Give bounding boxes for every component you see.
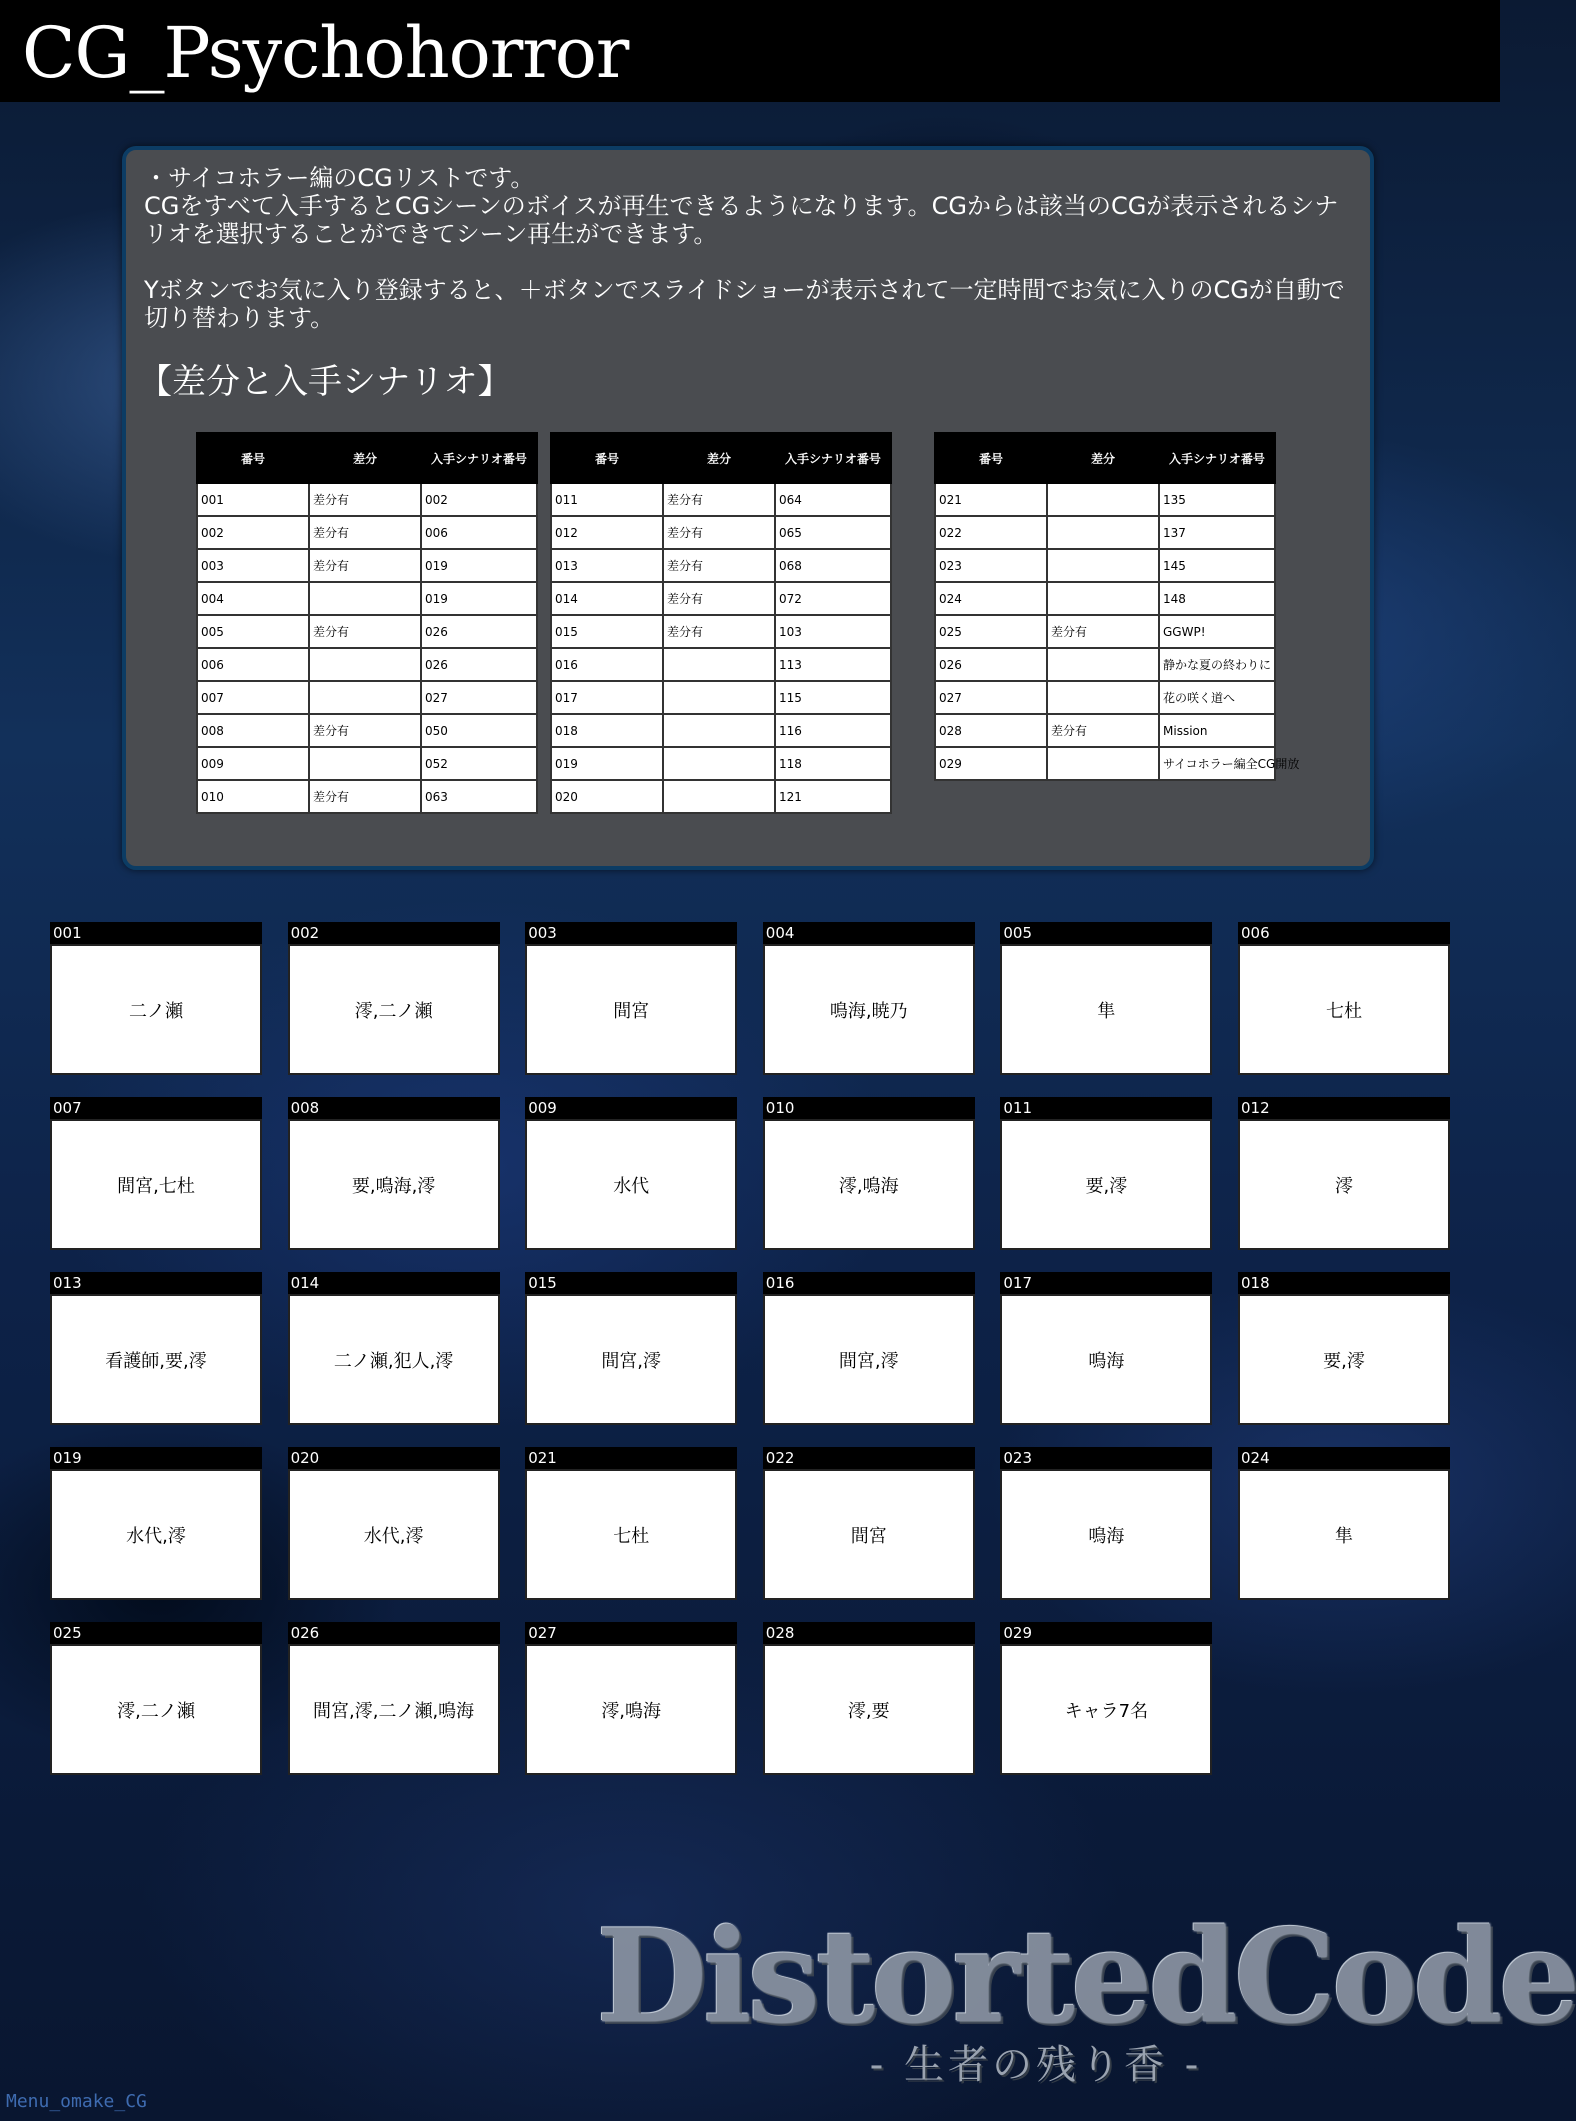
table-cell: 011	[551, 483, 663, 516]
table-cell: 静かな夏の終わりに	[1159, 648, 1275, 681]
table-cell: 137	[1159, 516, 1275, 549]
cg-thumbnail[interactable]	[763, 1644, 975, 1775]
cg-card[interactable]	[50, 922, 262, 1075]
cg-characters: 鳴海,暁乃	[829, 1000, 908, 1022]
table-cell: 115	[775, 681, 891, 714]
cg-thumbnail[interactable]	[1000, 1119, 1212, 1250]
table-row	[551, 582, 891, 615]
cg-number: 027	[528, 1624, 557, 1642]
cg-card-header	[1238, 1097, 1450, 1119]
table-row	[935, 747, 1275, 780]
cg-number: 020	[290, 1449, 320, 1467]
table-row	[935, 714, 1275, 747]
table-cell: 029	[935, 747, 1047, 780]
table-cell	[309, 747, 421, 780]
game-logo	[596, 1902, 1576, 2092]
table-row	[551, 549, 891, 582]
table-cell	[663, 681, 775, 714]
logo-subtitle: - 生者の残り香 -	[869, 2042, 1203, 2088]
table-row	[197, 714, 537, 747]
table-cell: 差分有	[309, 483, 421, 516]
cg-characters: 二ノ瀬	[129, 1000, 183, 1022]
table-header-cell: 入手シナリオ番号	[775, 433, 891, 483]
table-cell: 019	[421, 549, 537, 582]
cg-card-header	[1000, 1272, 1212, 1294]
table-header-cell: 入手シナリオ番号	[1159, 433, 1275, 483]
description-line: CGをすべて入手するとCGシーンのボイスが再生できるようになります。CGからは該当のCGが表示されるシナリオを選択することができてシーン再生ができます。	[144, 192, 1339, 248]
table-cell: 021	[935, 483, 1047, 516]
table-cell: 026	[421, 648, 537, 681]
description	[144, 164, 1354, 332]
page-title: CG_Psychohorror	[22, 12, 629, 94]
cg-thumbnail[interactable]	[50, 1119, 262, 1250]
cg-card-header	[288, 922, 500, 944]
cg-thumbnail[interactable]	[50, 1644, 262, 1775]
cg-card-header	[763, 1097, 975, 1119]
table-row	[935, 615, 1275, 648]
cg-card-header	[763, 922, 975, 944]
cg-number: 013	[53, 1274, 82, 1292]
cg-thumbnail[interactable]	[1000, 944, 1212, 1075]
cg-number: 008	[290, 1099, 320, 1117]
cg-thumbnail[interactable]	[288, 1644, 500, 1775]
cg-card[interactable]	[288, 1447, 500, 1600]
cg-card[interactable]	[1000, 1272, 1212, 1425]
table-cell: 022	[935, 516, 1047, 549]
table-row	[197, 780, 537, 813]
table-row	[935, 549, 1275, 582]
table-cell: 差分有	[663, 516, 775, 549]
cg-card[interactable]	[525, 922, 737, 1075]
cg-characters: 隼	[1097, 1000, 1116, 1022]
table-row	[551, 648, 891, 681]
table-row	[935, 648, 1275, 681]
table-cell: 差分有	[309, 549, 421, 582]
cg-thumbnail[interactable]	[525, 1644, 737, 1775]
table-cell: 135	[1159, 483, 1275, 516]
cg-card[interactable]	[763, 1097, 975, 1250]
table-header-cell: 差分	[309, 433, 421, 483]
table-row	[551, 714, 891, 747]
cg-number: 011	[1003, 1099, 1033, 1117]
cg-card-header	[1000, 922, 1212, 944]
table-cell	[663, 747, 775, 780]
cg-card[interactable]	[763, 922, 975, 1075]
cg-characters: 澪	[1335, 1175, 1353, 1197]
table-cell: 007	[197, 681, 309, 714]
table-cell	[1047, 582, 1159, 615]
table-row	[551, 747, 891, 780]
table-cell: 118	[775, 747, 891, 780]
table-cell: 145	[1159, 549, 1275, 582]
cg-thumbnail[interactable]	[1238, 1119, 1450, 1250]
cg-thumbnail[interactable]	[525, 1119, 737, 1250]
table-cell: 006	[197, 648, 309, 681]
table-cell: 072	[775, 582, 891, 615]
cg-characters: 間宮,七杜	[117, 1175, 195, 1197]
table-cell: 026	[935, 648, 1047, 681]
table-row	[935, 516, 1275, 549]
table-cell: 026	[421, 615, 537, 648]
cg-card-header	[525, 1097, 737, 1119]
table-cell: 差分有	[1047, 615, 1159, 648]
table-row	[551, 516, 891, 549]
table-cell	[1047, 648, 1159, 681]
table-row	[197, 549, 537, 582]
table-cell: 差分有	[663, 582, 775, 615]
table-row	[935, 582, 1275, 615]
cg-thumbnail[interactable]	[763, 1119, 975, 1250]
cg-thumbnail[interactable]	[763, 1294, 975, 1425]
table-cell: 006	[421, 516, 537, 549]
table-cell	[1047, 681, 1159, 714]
cg-thumbnail[interactable]	[288, 1469, 500, 1600]
cg-card-header	[50, 1272, 262, 1294]
cg-card[interactable]	[1000, 1622, 1212, 1775]
cg-number: 028	[765, 1624, 795, 1642]
table-cell: 花の咲く道へ	[1159, 681, 1275, 714]
table-cell: Mission	[1159, 714, 1275, 747]
cg-thumbnail[interactable]	[1000, 1644, 1212, 1775]
cg-card[interactable]	[525, 1622, 737, 1775]
cg-thumbnail[interactable]	[50, 944, 262, 1075]
cg-number: 004	[765, 924, 795, 942]
cg-card-header	[1000, 1447, 1212, 1469]
table-cell	[663, 714, 775, 747]
table-cell	[663, 648, 775, 681]
cg-card-header	[763, 1447, 975, 1469]
table-cell: 012	[551, 516, 663, 549]
table-cell: 差分有	[1047, 714, 1159, 747]
cg-characters: 鳴海	[1088, 1350, 1125, 1372]
table-cell: 068	[775, 549, 891, 582]
cg-card[interactable]	[1000, 922, 1212, 1075]
cg-card[interactable]	[525, 1097, 737, 1250]
cg-card-header	[1000, 1622, 1212, 1644]
cg-thumbnail[interactable]	[1000, 1469, 1212, 1600]
table-cell	[309, 681, 421, 714]
table-cell: 027	[421, 681, 537, 714]
cg-card-header	[50, 1097, 262, 1119]
cg-card[interactable]	[50, 1272, 262, 1425]
cg-characters: 看護師,要,澪	[105, 1350, 207, 1372]
cg-card[interactable]	[1238, 1097, 1450, 1250]
cg-number: 010	[765, 1099, 795, 1117]
cg-card[interactable]	[50, 1447, 262, 1600]
table-cell: 014	[551, 582, 663, 615]
cg-characters: 澪,二ノ瀬	[117, 1700, 195, 1722]
cg-number: 022	[765, 1449, 795, 1467]
cg-number: 018	[1241, 1274, 1270, 1292]
cg-card-header	[288, 1272, 500, 1294]
cg-characters: 水代	[613, 1175, 650, 1197]
cg-number: 025	[53, 1624, 82, 1642]
cg-card-header	[288, 1097, 500, 1119]
cg-characters: 要,澪	[1085, 1175, 1128, 1197]
table-row	[935, 483, 1275, 516]
cg-card[interactable]	[763, 1272, 975, 1425]
table-cell: 017	[551, 681, 663, 714]
cg-thumbnail[interactable]	[1238, 1294, 1450, 1425]
cg-card[interactable]	[1000, 1447, 1212, 1600]
table-cell: 065	[775, 516, 891, 549]
table-row	[197, 681, 537, 714]
table-row	[197, 483, 537, 516]
table-row	[551, 615, 891, 648]
cg-characters: 澪,鳴海	[838, 1175, 899, 1197]
table-cell: 121	[775, 780, 891, 813]
table-row	[197, 648, 537, 681]
cg-card-header	[288, 1622, 500, 1644]
cg-card-header	[50, 1447, 262, 1469]
cg-characters: 七杜	[613, 1525, 650, 1547]
cg-thumbnail[interactable]	[50, 1294, 262, 1425]
cg-thumbnail[interactable]	[288, 1119, 500, 1250]
table-row	[197, 747, 537, 780]
cg-thumbnail[interactable]	[525, 1469, 737, 1600]
cg-number: 026	[290, 1624, 320, 1642]
cg-thumbnail[interactable]	[763, 944, 975, 1075]
cg-number: 024	[1241, 1449, 1270, 1467]
table-cell: 024	[935, 582, 1047, 615]
cg-characters: 澪,二ノ瀬	[354, 1000, 433, 1022]
cg-card[interactable]	[1238, 1447, 1450, 1600]
cg-card[interactable]	[1238, 922, 1450, 1075]
cg-number: 002	[290, 924, 320, 942]
table-cell: 113	[775, 648, 891, 681]
cg-card-header	[1238, 1447, 1450, 1469]
table-header-cell: 番号	[935, 433, 1047, 483]
table-cell: 063	[421, 780, 537, 813]
table-cell	[309, 648, 421, 681]
cg-characters: 間宮,澪	[601, 1350, 662, 1372]
table-cell: GGWP!	[1159, 615, 1275, 648]
cg-thumbnail[interactable]	[288, 944, 500, 1075]
table-cell	[1047, 747, 1159, 780]
table-cell: 028	[935, 714, 1047, 747]
cg-card[interactable]	[288, 1097, 500, 1250]
variant-table	[196, 432, 538, 814]
table-cell	[1047, 549, 1159, 582]
table-cell: 064	[775, 483, 891, 516]
cg-thumbnail[interactable]	[525, 944, 737, 1075]
table-cell: 差分有	[309, 516, 421, 549]
table-cell: 差分有	[663, 549, 775, 582]
cg-number: 009	[528, 1099, 557, 1117]
cg-number: 021	[528, 1449, 557, 1467]
table-cell	[309, 582, 421, 615]
cg-characters: 水代,澪	[363, 1525, 424, 1547]
cg-card-header	[525, 922, 737, 944]
cg-card-header	[525, 1272, 737, 1294]
table-cell: 010	[197, 780, 309, 813]
cg-number: 016	[765, 1274, 795, 1292]
table-cell: 差分有	[309, 780, 421, 813]
table-cell: 016	[551, 648, 663, 681]
title-bar	[0, 0, 1500, 102]
table-cell: 005	[197, 615, 309, 648]
cg-card[interactable]	[1238, 1272, 1450, 1425]
table-cell: 差分有	[309, 714, 421, 747]
table-cell: 009	[197, 747, 309, 780]
table-cell: 差分有	[663, 483, 775, 516]
table-row	[197, 582, 537, 615]
cg-number: 023	[1003, 1449, 1033, 1467]
cg-card-header	[50, 1622, 262, 1644]
cg-thumbnail[interactable]	[1000, 1294, 1212, 1425]
cg-characters: 間宮,澪	[838, 1350, 899, 1372]
table-cell	[1047, 483, 1159, 516]
table-row	[935, 681, 1275, 714]
table-cell: 008	[197, 714, 309, 747]
cg-card[interactable]	[288, 1622, 500, 1775]
cg-number: 007	[53, 1099, 82, 1117]
table-row	[551, 780, 891, 813]
table-cell: 015	[551, 615, 663, 648]
cg-characters: 間宮	[850, 1525, 887, 1547]
table-cell	[663, 780, 775, 813]
table-cell: 019	[421, 582, 537, 615]
cg-characters: キャラ7名	[1064, 1700, 1149, 1722]
table-cell: 004	[197, 582, 309, 615]
description-line: ・サイコホラー編のCGリストです。	[144, 164, 535, 192]
logo-title: DistortedCode	[596, 1902, 1576, 2052]
table-header-cell: 入手シナリオ番号	[421, 433, 537, 483]
cg-number: 012	[1241, 1099, 1270, 1117]
table-cell: 027	[935, 681, 1047, 714]
table-row	[551, 483, 891, 516]
table-cell: 023	[935, 549, 1047, 582]
cg-card-header	[525, 1622, 737, 1644]
table-cell: 019	[551, 747, 663, 780]
cg-card-header	[1238, 922, 1450, 944]
table-cell: 003	[197, 549, 309, 582]
cg-card[interactable]	[763, 1622, 975, 1775]
table-header-cell: 差分	[663, 433, 775, 483]
cg-card[interactable]	[525, 1272, 737, 1425]
cg-thumbnail[interactable]	[1238, 1469, 1450, 1600]
table-cell: 148	[1159, 582, 1275, 615]
cg-card-header	[763, 1272, 975, 1294]
table-cell: 025	[935, 615, 1047, 648]
footer-label: Menu_omake_CG	[6, 2091, 147, 2112]
cg-card[interactable]	[763, 1447, 975, 1600]
cg-characters: 間宮,澪,二ノ瀬,鳴海	[313, 1700, 475, 1722]
table-row	[551, 681, 891, 714]
cg-thumbnail[interactable]	[525, 1294, 737, 1425]
table-header-cell: 番号	[551, 433, 663, 483]
table-cell: 050	[421, 714, 537, 747]
cg-card-header	[1000, 1097, 1212, 1119]
cg-characters: 要,澪	[1323, 1350, 1365, 1372]
description-line: Yボタンでお気に入り登録すると、＋ボタンでスライドショーが表示されて一定時間でお気に入りのCGが自動で切り替わります。	[144, 276, 1345, 332]
cg-card-header	[525, 1447, 737, 1469]
cg-characters: 二ノ瀬,犯人,澪	[333, 1350, 454, 1372]
cg-card[interactable]	[50, 1097, 262, 1250]
cg-characters: 隼	[1335, 1525, 1353, 1547]
cg-card[interactable]	[525, 1447, 737, 1600]
cg-card-header	[50, 922, 262, 944]
table-cell: 002	[197, 516, 309, 549]
table-header-cell: 番号	[197, 433, 309, 483]
cg-number: 006	[1241, 924, 1270, 942]
table-cell: 018	[551, 714, 663, 747]
section-heading: 【差分と入手シナリオ】	[138, 362, 512, 402]
table-cell: 116	[775, 714, 891, 747]
table-row	[197, 615, 537, 648]
cg-thumbnail[interactable]	[50, 1469, 262, 1600]
info-panel	[122, 146, 1374, 870]
variant-table	[550, 432, 892, 814]
table-row	[197, 516, 537, 549]
table-cell: 020	[551, 780, 663, 813]
cg-characters: 要,鳴海,澪	[351, 1175, 436, 1197]
table-cell: 103	[775, 615, 891, 648]
table-cell: 差分有	[663, 615, 775, 648]
table-cell: 差分有	[309, 615, 421, 648]
cg-characters: 七杜	[1326, 1000, 1362, 1022]
cg-card[interactable]	[50, 1622, 262, 1775]
table-cell: サイコホラー編全CG開放	[1159, 747, 1275, 780]
cg-number: 014	[290, 1274, 320, 1292]
table-cell: 013	[551, 549, 663, 582]
cg-number: 015	[528, 1274, 557, 1292]
table-cell	[1047, 516, 1159, 549]
cg-thumbnail[interactable]	[1238, 944, 1450, 1075]
cg-characters: 澪,要	[847, 1700, 890, 1722]
cg-number: 029	[1003, 1624, 1033, 1642]
table-cell: 052	[421, 747, 537, 780]
table-header-cell: 差分	[1047, 433, 1159, 483]
cg-number: 001	[53, 924, 82, 942]
cg-number: 017	[1003, 1274, 1033, 1292]
cg-number: 019	[53, 1449, 82, 1467]
cg-thumbnail[interactable]	[288, 1294, 500, 1425]
cg-number: 003	[528, 924, 557, 942]
cg-thumbnail[interactable]	[763, 1469, 975, 1600]
cg-card[interactable]	[288, 1272, 500, 1425]
cg-card[interactable]	[288, 922, 500, 1075]
table-cell: 002	[421, 483, 537, 516]
cg-characters: 澪,鳴海	[601, 1700, 662, 1722]
cg-card-header	[288, 1447, 500, 1469]
cg-characters: 水代,澪	[126, 1525, 186, 1547]
cg-characters: 間宮	[613, 1000, 650, 1022]
variant-table	[934, 432, 1300, 781]
cg-characters: 鳴海	[1088, 1525, 1125, 1547]
cg-number: 005	[1003, 924, 1033, 942]
cg-card[interactable]	[1000, 1097, 1212, 1250]
cg-card-header	[763, 1622, 975, 1644]
cg-card-header	[1238, 1272, 1450, 1294]
table-cell: 001	[197, 483, 309, 516]
